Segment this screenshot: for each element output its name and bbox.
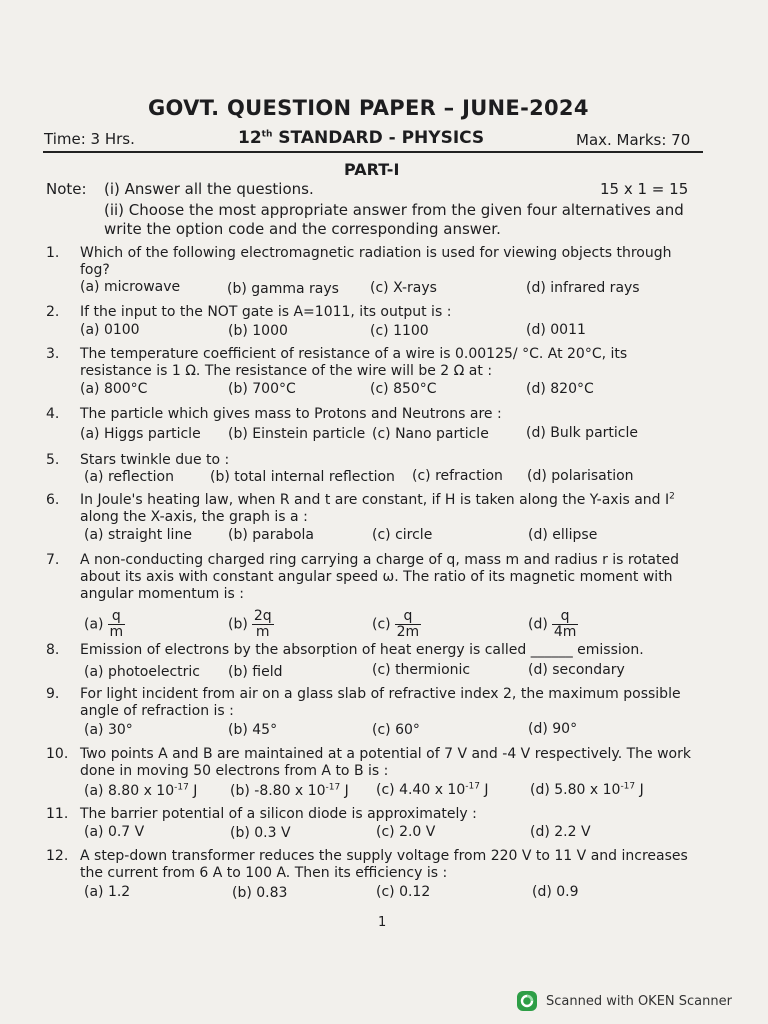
question-text: Emission of electrons by the absorption of heat energy is called ______ emission. bbox=[80, 642, 644, 658]
question-text: Stars twinkle due to : bbox=[80, 452, 230, 468]
question-text: A step-down transformer reduces the supply voltage from 220 V to 11 V and increases the current from 6 A to 100 A. Then its efficiency is : bbox=[80, 848, 688, 881]
exponent: -17 bbox=[465, 781, 480, 792]
exponent: -17 bbox=[325, 782, 341, 793]
option-a: (a) 0100 bbox=[80, 322, 140, 338]
denominator: m bbox=[109, 624, 124, 640]
scanner-text: Scanned with OKEN Scanner bbox=[546, 993, 732, 1009]
option-c: (c) circle bbox=[372, 527, 433, 543]
question-number: 9. bbox=[46, 686, 60, 702]
option-a: (a) 0.7 V bbox=[84, 824, 145, 840]
option-b: (b) gamma rays bbox=[227, 281, 339, 297]
question-text: If the input to the NOT gate is A=1011, its output is : bbox=[80, 304, 452, 320]
option-c: (c) thermionic bbox=[372, 662, 471, 678]
question-number: 7. bbox=[46, 552, 60, 568]
question-number: 4. bbox=[46, 406, 60, 422]
question-number: 11. bbox=[46, 806, 69, 822]
option-a bbox=[84, 609, 125, 640]
subject-name: STANDARD - PHYSICS bbox=[272, 128, 485, 148]
exponent: -17 bbox=[620, 781, 636, 792]
option-b: (b) total internal reflection bbox=[210, 469, 395, 485]
option-b: (b) field bbox=[228, 664, 283, 680]
option-b: (b) 0.83 bbox=[232, 885, 288, 901]
subject-standard: 12 bbox=[238, 128, 262, 148]
option-d: (d) ellipse bbox=[528, 527, 598, 543]
option-a: (a) photoelectric bbox=[84, 664, 200, 680]
option-label: (d) bbox=[528, 616, 548, 633]
question-text: The temperature coefficient of resistance of a wire is 0.00125/ °C. At 20°C, its resistance is 1 Ω. The resistance of the wire will be 2 Ω at : bbox=[80, 346, 628, 379]
part-heading: PART-I bbox=[344, 160, 400, 179]
option-a: (a) 800°C bbox=[80, 381, 148, 397]
question-number: 10. bbox=[46, 746, 69, 762]
option-d bbox=[528, 609, 578, 640]
option-unit: J bbox=[479, 782, 489, 798]
option-c bbox=[372, 609, 421, 640]
question-number: 8. bbox=[46, 642, 60, 658]
note-instruction-1: (i) Answer all the questions. bbox=[104, 180, 314, 198]
header-divider bbox=[43, 151, 703, 153]
denominator: 2m bbox=[396, 624, 420, 640]
option-c: (c) X-rays bbox=[370, 280, 437, 296]
option-b: (b) 700°C bbox=[228, 381, 296, 397]
option-c: (c) Nano particle bbox=[372, 426, 489, 442]
option-b: (b) 45° bbox=[228, 722, 278, 738]
question-text: The particle which gives mass to Protons and Neutrons are : bbox=[80, 406, 502, 422]
exponent: 2 bbox=[669, 491, 675, 502]
option-d: (d) Bulk particle bbox=[526, 425, 638, 441]
option-a: (a) Higgs particle bbox=[80, 426, 201, 442]
option-a: (a) 1.2 bbox=[84, 884, 131, 900]
option-d: (d) 2.2 V bbox=[530, 824, 591, 840]
note-instruction-2: (ii) Choose the most appropriate answer from the given four alternatives and write the option code and the corresponding answer. bbox=[104, 201, 684, 238]
numerator: q bbox=[552, 609, 579, 625]
numerator: 2q bbox=[253, 608, 272, 624]
option-b: (b) Einstein particle bbox=[228, 426, 366, 442]
time-duration: Time: 3 Hrs. bbox=[44, 130, 135, 148]
question-number: 1. bbox=[46, 245, 60, 261]
oken-scanner-logo-icon bbox=[516, 990, 538, 1012]
option-b bbox=[230, 783, 349, 800]
option-c: (c) 850°C bbox=[370, 381, 437, 397]
option-c bbox=[376, 782, 489, 799]
question-text: Which of the following electromagnetic radiation is used for viewing objects through fog? bbox=[80, 245, 672, 278]
option-text: (d) 5.80 x 10 bbox=[530, 782, 621, 798]
option-c: (c) 1100 bbox=[370, 323, 429, 339]
page-number: 1 bbox=[378, 915, 387, 930]
option-a: (a) microwave bbox=[80, 279, 181, 295]
section-score: 15 x 1 = 15 bbox=[600, 180, 689, 198]
question-text: For light incident from air on a glass slab of refractive index 2, the maximum possible angle of refraction is : bbox=[80, 686, 681, 719]
option-d: (d) 0.9 bbox=[532, 884, 579, 900]
option-b: (b) parabola bbox=[228, 527, 314, 543]
subject-standard-suffix: th bbox=[261, 129, 273, 140]
scanner-watermark bbox=[516, 990, 732, 1012]
fraction bbox=[395, 609, 422, 640]
question-text: A non-conducting charged ring carrying a charge of q, mass m and radius r is rotated about its axis with constant angular speed ω. The ratio of its magnetic moment with angular momentum is : bbox=[80, 552, 679, 602]
question-text bbox=[80, 492, 690, 526]
fraction bbox=[108, 609, 126, 640]
option-d: (d) 820°C bbox=[526, 381, 594, 397]
question-number: 2. bbox=[46, 304, 60, 320]
option-d: (d) 0011 bbox=[526, 322, 586, 338]
denominator: m bbox=[255, 624, 270, 640]
option-unit: J bbox=[188, 783, 198, 799]
option-b: (b) 1000 bbox=[228, 323, 288, 339]
fraction bbox=[552, 609, 579, 640]
exponent: -17 bbox=[174, 782, 189, 793]
option-d: (d) infrared rays bbox=[526, 280, 640, 296]
question-text-part: along the X-axis, the graph is a : bbox=[80, 509, 308, 525]
option-text: (c) 4.40 x 10 bbox=[376, 782, 466, 798]
option-a: (a) straight line bbox=[84, 527, 192, 543]
note-label: Note: bbox=[46, 180, 87, 198]
max-marks: Max. Marks: 70 bbox=[576, 131, 691, 149]
option-c: (c) 2.0 V bbox=[376, 824, 436, 840]
option-unit: J bbox=[340, 783, 349, 799]
option-b: (b) 0.3 V bbox=[230, 825, 291, 841]
question-text-part: In Joule's heating law, when R and t are constant, if H is taken along the Y-axis and I bbox=[80, 492, 670, 508]
option-b bbox=[228, 609, 274, 640]
option-c: (c) 0.12 bbox=[376, 884, 431, 900]
option-a bbox=[84, 783, 197, 800]
option-a: (a) reflection bbox=[84, 469, 174, 485]
fraction bbox=[252, 609, 274, 640]
option-d: (d) 90° bbox=[528, 721, 578, 737]
option-label: (c) bbox=[372, 616, 391, 633]
option-text: (b) -8.80 x 10 bbox=[230, 783, 326, 799]
option-c: (c) refraction bbox=[412, 468, 503, 484]
option-d bbox=[530, 782, 644, 799]
option-text: (a) 8.80 x 10 bbox=[84, 783, 175, 799]
numerator: q bbox=[108, 609, 126, 625]
question-text: Two points A and B are maintained at a potential of 7 V and -4 V respectively. The work done in moving 50 electrons from A to B is : bbox=[80, 746, 691, 779]
option-label: (a) bbox=[84, 616, 104, 633]
question-text: The barrier potential of a silicon diode is approximately : bbox=[80, 806, 477, 822]
question-number: 6. bbox=[46, 492, 60, 508]
option-label: (b) bbox=[228, 616, 248, 633]
option-unit: J bbox=[635, 782, 644, 798]
paper-title: GOVT. QUESTION PAPER – JUNE-2024 bbox=[148, 96, 589, 120]
option-c: (c) 60° bbox=[372, 722, 420, 738]
option-d: (d) polarisation bbox=[527, 468, 634, 484]
denominator: 4m bbox=[553, 624, 577, 640]
question-number: 3. bbox=[46, 346, 60, 362]
question-number: 12. bbox=[46, 848, 69, 864]
option-a: (a) 30° bbox=[84, 722, 133, 738]
numerator: q bbox=[395, 609, 422, 625]
subject-heading bbox=[238, 128, 484, 148]
option-d: (d) secondary bbox=[528, 662, 625, 678]
question-number: 5. bbox=[46, 452, 60, 468]
